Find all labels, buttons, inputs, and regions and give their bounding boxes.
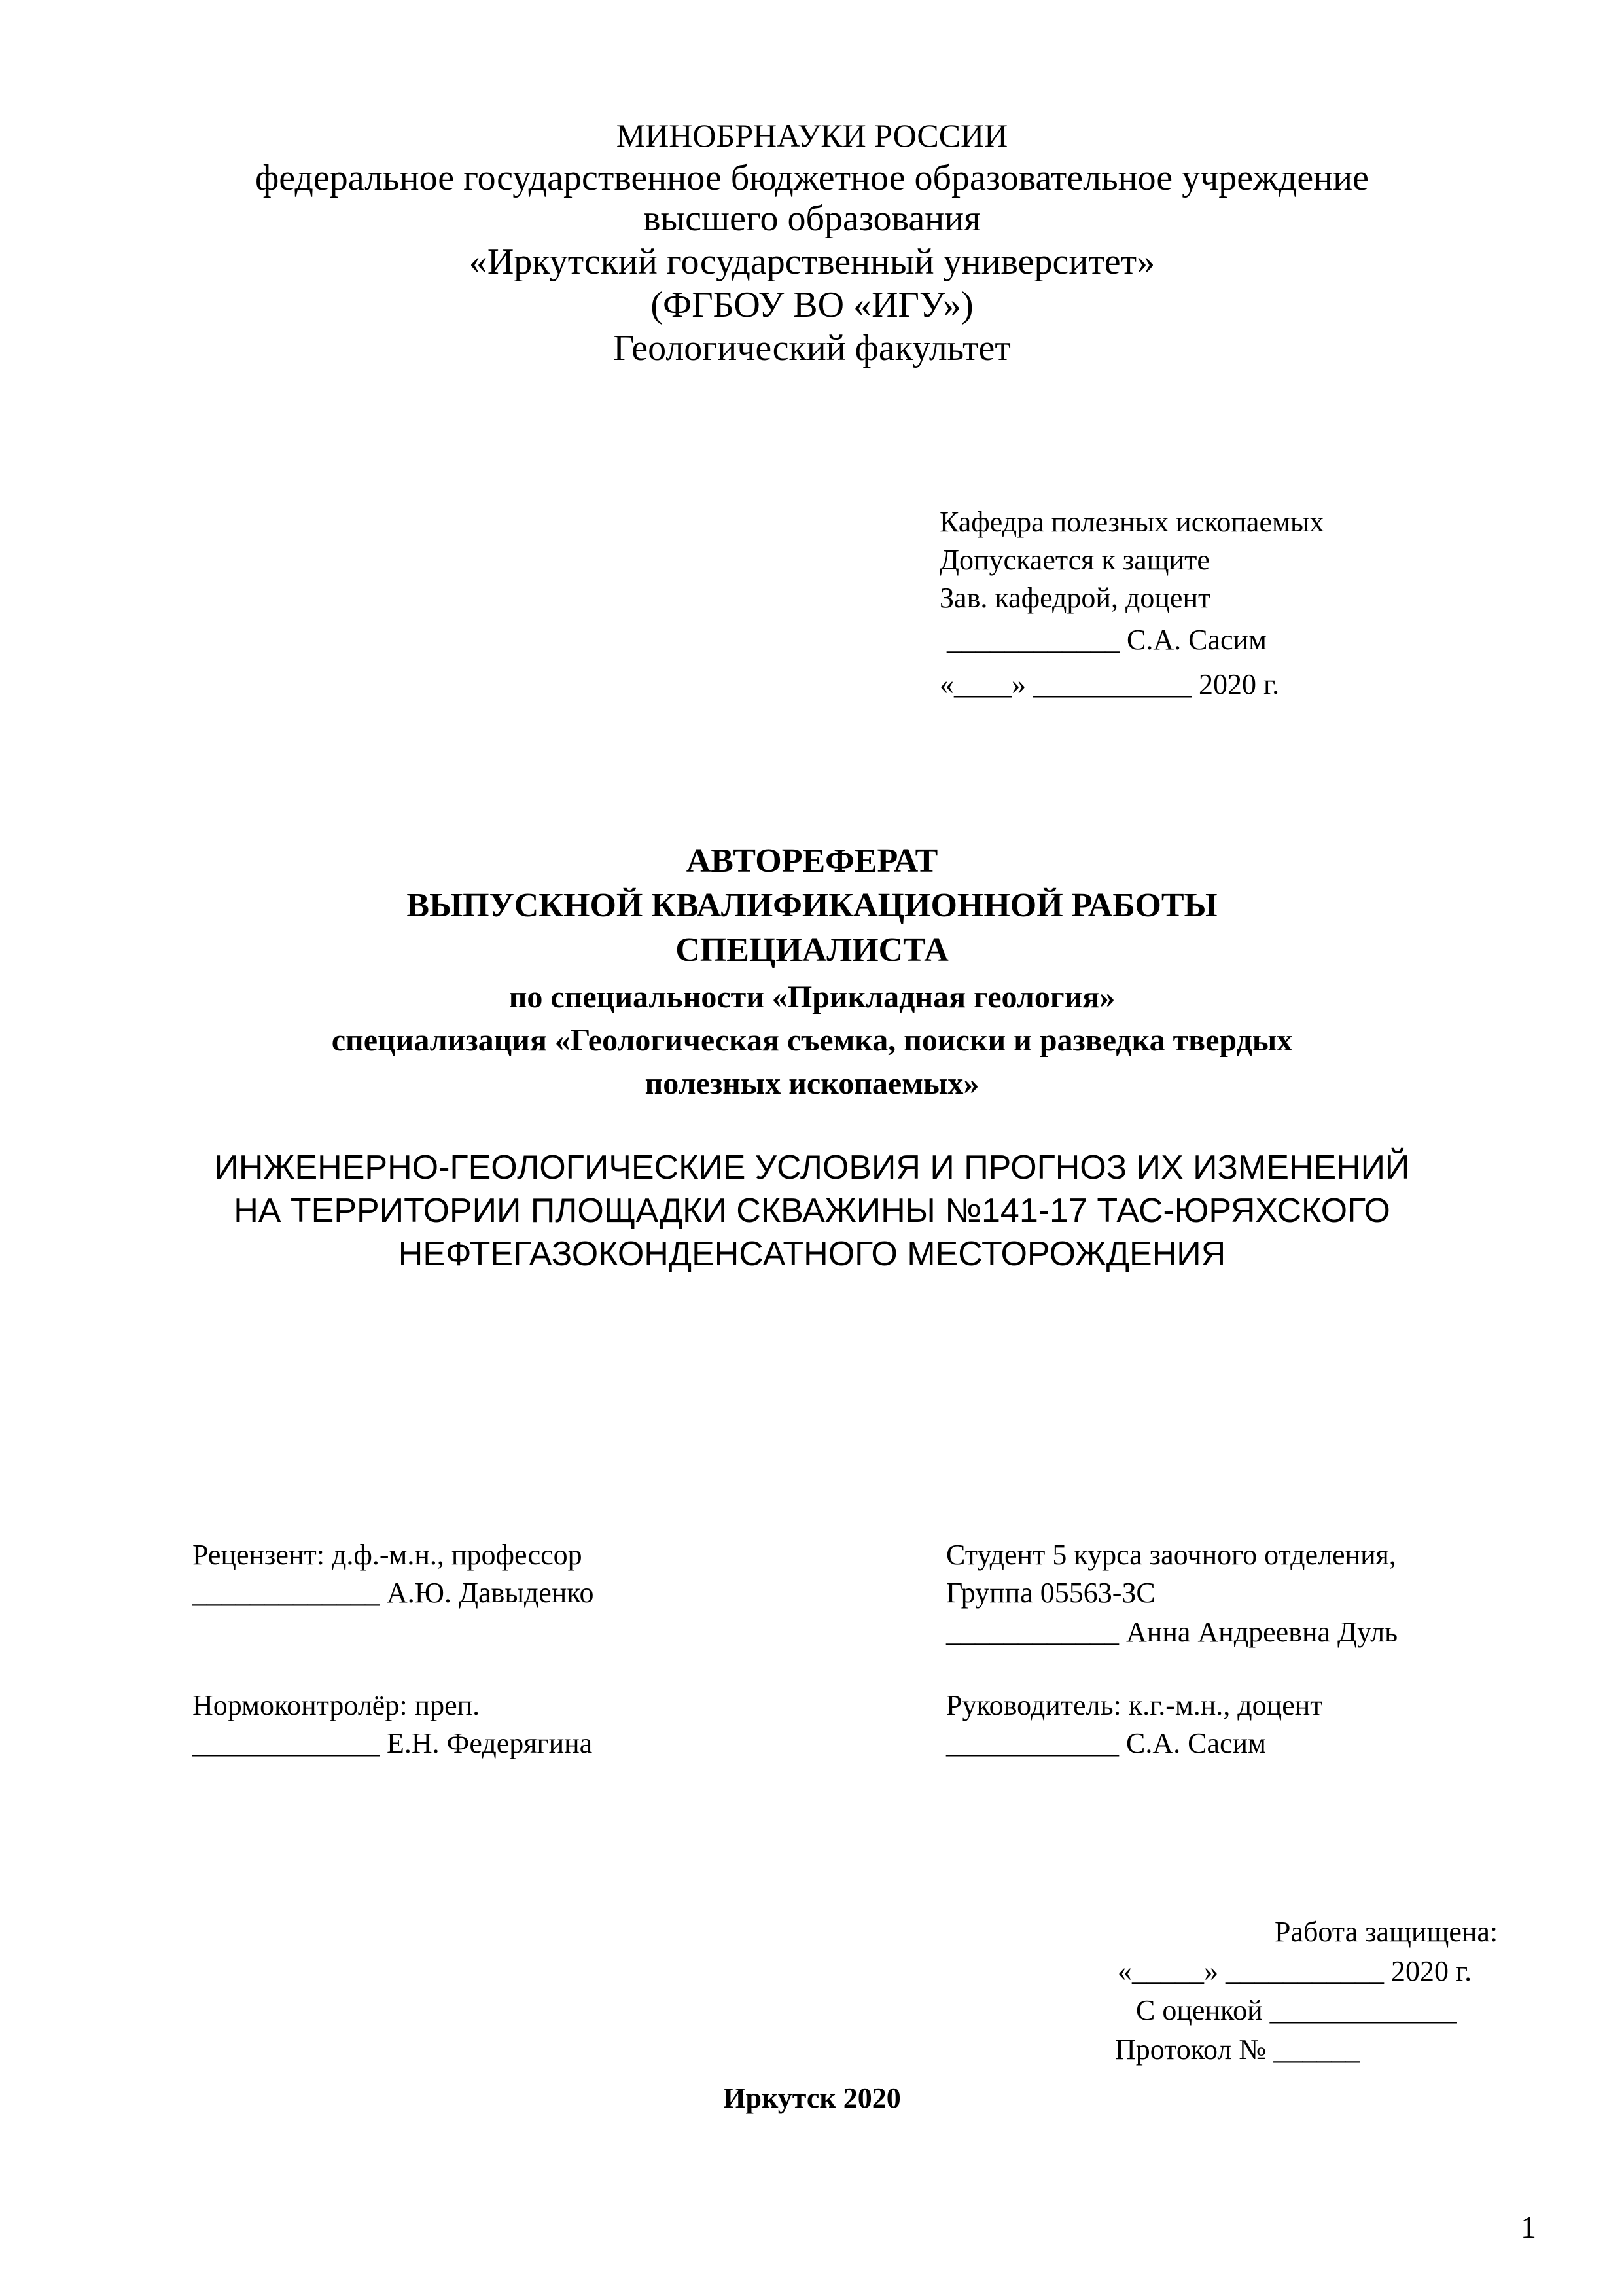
topic-line3: НЕФТЕГАЗОКОНДЕНСАТНОГО МЕСТОРОЖДЕНИЯ [398,1235,1226,1273]
work-type-line1: ВЫПУСКНОЙ КВАЛИФИКАЦИОННОЙ РАБОТЫ [406,887,1218,924]
education-level: высшего образования [643,198,981,239]
student-signature: ____________ Анна Андреевна Дуль [946,1616,1398,1648]
specialization-line2: полезных ископаемых» [644,1066,980,1101]
institution-type: федеральное государственное бюджетное образовательное учреждение [255,158,1369,198]
topic-line2: НА ТЕРРИТОРИИ ПЛОЩАДКИ СКВАЖИНЫ №141-17 ТАС-ЮРЯХСКОГО [234,1192,1390,1230]
defense-protocol: Протокол № ______ [1115,2034,1360,2066]
reviewer-title: Рецензент: д.ф.-м.н., профессор [192,1539,582,1571]
page-number: 1 [1521,2210,1536,2245]
student-title: Студент 5 курса заочного отделения, [946,1539,1396,1571]
normcontrol-signature: _____________ Е.Н. Федерягина [192,1727,593,1759]
department-name: Кафедра полезных ископаемых [940,506,1324,538]
student-group: Группа 05563-ЗС [946,1577,1156,1609]
specialty: по специальности «Прикладная геология» [508,980,1116,1014]
normcontrol-title: Нормоконтролёр: преп. [192,1689,480,1721]
defense-grade: С оценкой _____________ [1136,1994,1457,2026]
university-abbreviation: (ФГБОУ ВО «ИГУ») [650,285,974,325]
department-head-signature: ____________ С.А. Сасим [940,624,1267,656]
topic-line1: ИНЖЕНЕРНО-ГЕОЛОГИЧЕСКИЕ УСЛОВИЯ И ПРОГНОЗ ИХ ИЗМЕНЕНИЙ [214,1149,1410,1187]
admission-label: Допускается к защите [940,544,1210,576]
supervisor-title: Руководитель: к.г.-м.н., доцент [946,1689,1323,1721]
faculty-name: Геологический факультет [613,328,1011,368]
approval-date: «____» ___________ 2020 г. [940,668,1280,700]
defense-status: Работа защищена: [1275,1916,1498,1948]
work-type-line2: СПЕЦИАЛИСТА [675,931,949,969]
city-year: Иркутск 2020 [723,2082,901,2114]
ministry-name: МИНОБРНАУКИ РОССИИ [616,117,1008,154]
document-type: АВТОРЕФЕРАТ [686,842,938,880]
reviewer-signature: _____________ А.Ю. Давыденко [192,1577,594,1609]
supervisor-signature: ____________ С.А. Сасим [946,1727,1266,1759]
defense-date: «_____» ___________ 2020 г. [1118,1955,1472,1987]
specialization-line1: специализация «Геологическая съемка, поиски и разведка твердых [331,1023,1293,1058]
department-head-title: Зав. кафедрой, доцент [940,582,1211,614]
university-name: «Иркутский государственный университет» [468,242,1156,282]
